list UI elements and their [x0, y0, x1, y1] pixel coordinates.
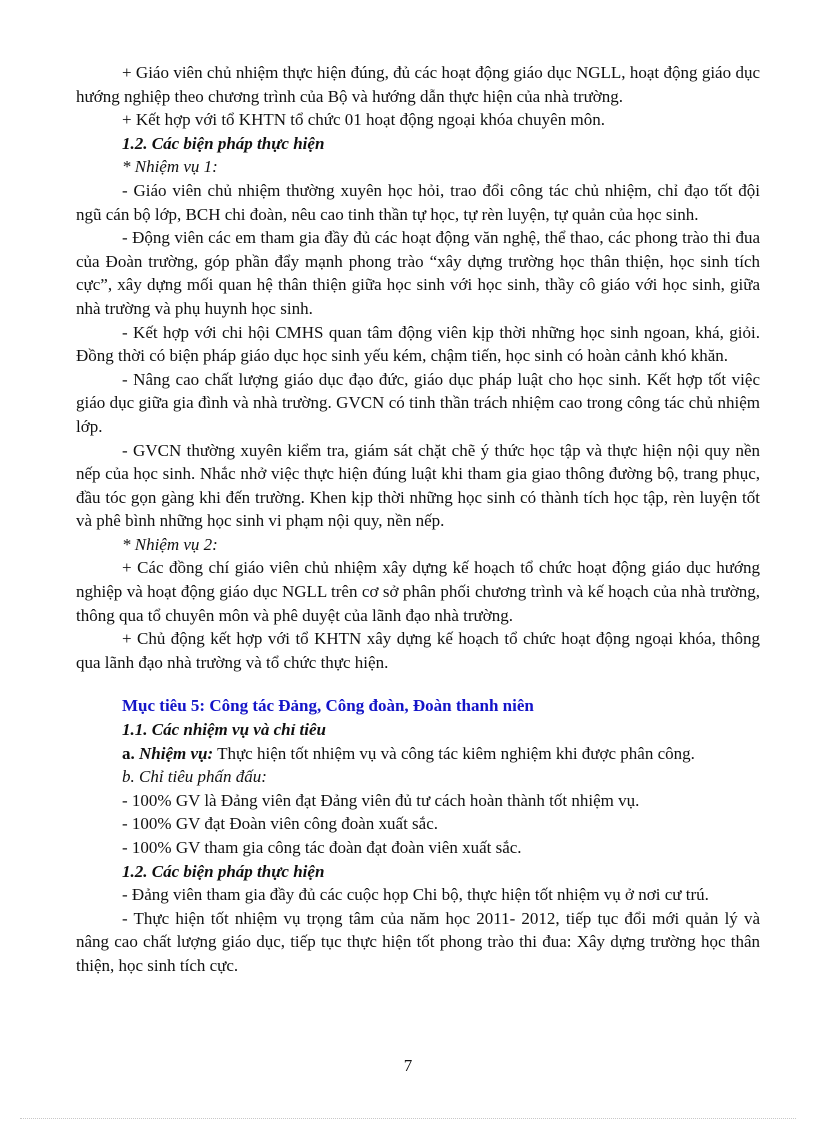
page-content — [76, 61, 760, 978]
paragraph: - Thực hiện tốt nhiệm vụ trọng tâm của năm học 2011- 2012, tiếp tục đổi mới quản lý và nâng cao chất lượng giáo dục, tiếp tục thực hiện tốt phong trào thi đua: Xây dựng trường học thân thiện, học sinh tích cực. — [76, 908, 760, 975]
section-heading: 1.1. Các nhiệm vụ và chỉ tiêu — [122, 720, 326, 740]
page-bottom-divider — [20, 1118, 796, 1119]
section-heading: 1.2. Các biện pháp thực hiện — [122, 133, 325, 153]
target-item: - 100% GV là Đảng viên đạt Đảng viên đủ tư cách hoàn thành tốt nhiệm vụ. — [122, 790, 640, 810]
paragraph: - GVCN thường xuyên kiểm tra, giám sát chặt chẽ ý thức học tập và thực hiện nội quy nền nếp của học sinh. Nhắc nhở việc thực hiện đúng luật khi tham gia giao thông đường bộ, trang phục, đầu tóc gọn gàng khi đến trường. Khen kịp thời những học sinh có thành tích học tập, rèn luyện tốt và phê bình những học sinh vi phạm nội quy, nền nếp. — [76, 440, 760, 531]
paragraph: - Giáo viên chủ nhiệm thường xuyên học hỏi, trao đổi công tác chủ nhiệm, chỉ đạo tốt đội ngũ cán bộ lớp, BCH chi đoàn, nêu cao tinh thần tự học, tự rèn luyện, tự quản của học sinh. — [76, 180, 760, 224]
nhiemvu-label: Nhiệm vụ: — [139, 743, 214, 763]
nhiemvu-line — [76, 742, 760, 766]
paragraph: - Đảng viên tham gia đầy đủ các cuộc họp Chi bộ, thực hiện tốt nhiệm vụ ở nơi cư trú. — [122, 885, 709, 905]
task-label: * Nhiệm vụ 1: — [122, 157, 218, 177]
nhiemvu-prefix: a. — [122, 743, 139, 763]
nhiemvu-text: Thực hiện tốt nhiệm vụ và công tác kiêm nghiệm khi được phân công. — [213, 743, 695, 763]
target-item: - 100% GV đạt Đoàn viên công đoàn xuất sắc. — [122, 814, 438, 834]
paragraph: + Giáo viên chủ nhiệm thực hiện đúng, đủ các hoạt động giáo dục NGLL, hoạt động giáo dục hướng nghiệp theo chương trình của Bộ và hướng dẫn thực hiện của nhà trường. — [76, 63, 760, 106]
target-label: b. Chỉ tiêu phấn đấu: — [122, 767, 267, 787]
paragraph: + Các đồng chí giáo viên chủ nhiệm xây dựng kế hoạch tổ chức hoạt động giáo dục hướng nghiệp và hoạt động giáo dục NGLL trên cơ sở phân phối chương trình và kế hoạch của nhà trường, thông qua tổ chuyên môn và phê duyệt của lãnh đạo nhà trường. — [76, 558, 760, 625]
paragraph: - Động viên các em tham gia đầy đủ các hoạt động văn nghệ, thể thao, các phong trào thi đua của Đoàn trường, góp phần đẩy mạnh phong trào “xây dựng trường học thân thiện, học sinh tích cực”, xây dựng mối quan hệ thân thiện giữa học sinh với học sinh, thầy cô giáo với học sinh, giữa nhà trường và phụ huynh học sinh. — [76, 228, 760, 318]
paragraph: - Kết hợp với chi hội CMHS quan tâm động viên kịp thời những học sinh ngoan, khá, giỏi. Đồng thời có biện pháp giáo dục học sinh yếu kém, chậm tiến, học sinh có hoàn cảnh khó khăn. — [76, 322, 760, 366]
paragraph: - Nâng cao chất lượng giáo dục đạo đức, giáo dục pháp luật cho học sinh. Kết hợp tốt việc giáo dục giữa gia đình và nhà trường. GVCN có tinh thần trách nhiệm cao trong công tác chủ nhiệm lớp. — [76, 369, 760, 436]
paragraph: + Kết hợp với tổ KHTN tổ chức 01 hoạt động ngoại khóa chuyên môn. — [122, 110, 605, 130]
goal-title: Mục tiêu 5: Công tác Đảng, Công đoàn, Đoàn thanh niên — [122, 696, 534, 716]
section-heading: 1.2. Các biện pháp thực hiện — [122, 861, 325, 881]
paragraph: + Chủ động kết hợp với tổ KHTN xây dựng kế hoạch tổ chức hoạt động ngoại khóa, thông qua lãnh đạo nhà trường và tổ chức thực hiện. — [76, 629, 760, 672]
page-number: 7 — [403, 1056, 413, 1075]
target-item: - 100% GV tham gia công tác đoàn đạt đoàn viên xuất sắc. — [122, 838, 522, 857]
task-label: * Nhiệm vụ 2: — [122, 534, 218, 554]
